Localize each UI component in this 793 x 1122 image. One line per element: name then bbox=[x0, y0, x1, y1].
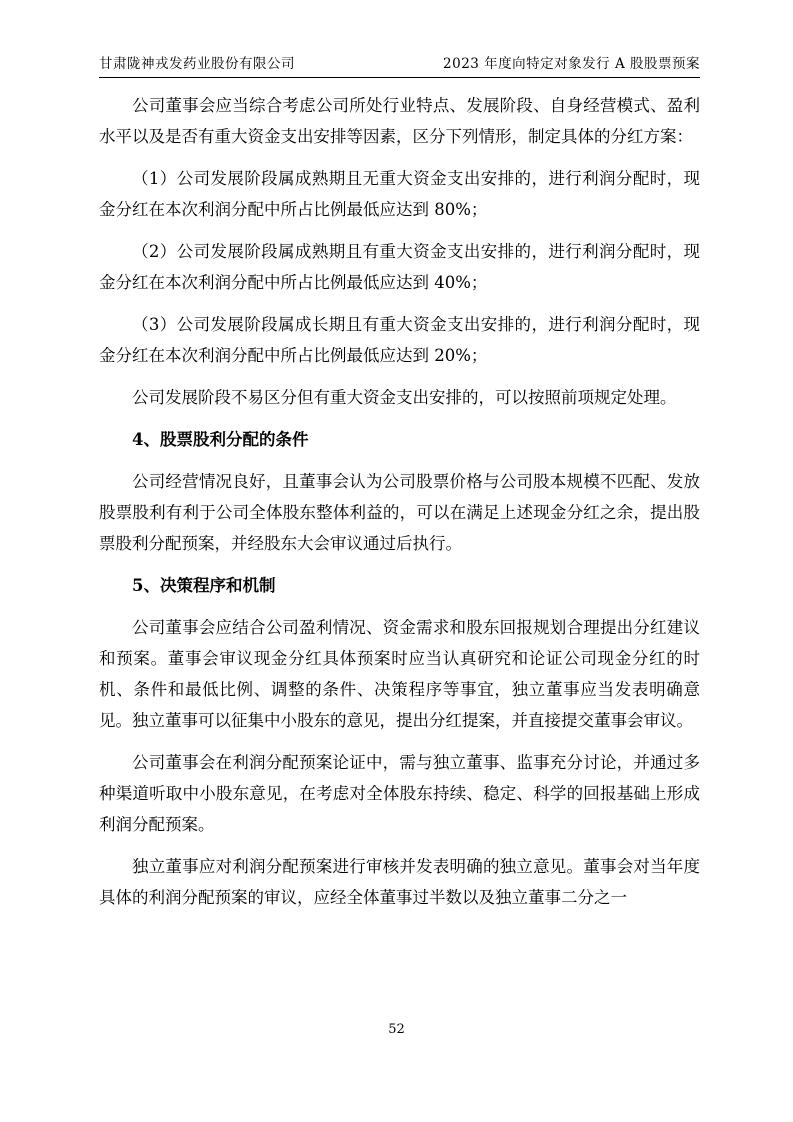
header-company-name: 甘肃陇神戎发药业股份有限公司 bbox=[99, 56, 295, 72]
body-paragraph-board-proposal: 公司董事会应结合公司盈利情况、资金需求和股东回报规划合理提出分红建议和预案。董事会审议现金分红具体预案时应当认真研究和论证公司现金分红的时机、条件和最低比例、调整的条件、决策程序等事宜，独立董事应当发表明确意见。独立董事可以征集中小股东的意见，提出分红提案，并直接提交董事会审议。 bbox=[99, 618, 700, 730]
document-body bbox=[99, 90, 700, 924]
body-paragraph-dividend-plan-intro: 公司董事会应当综合考虑公司所处行业特点、发展阶段、自身经营模式、盈利水平以及是否有重大资金支出安排等因素，区分下列情形，制定具体的分红方案： bbox=[99, 96, 700, 146]
body-paragraph-list-item-1: （1）公司发展阶段属成熟期且无重大资金支出安排的，进行利润分配时，现金分红在本次利润分配中所占比例最低应达到 80%； bbox=[99, 169, 700, 219]
page-number: 52 bbox=[388, 1022, 405, 1037]
page-header bbox=[99, 52, 700, 78]
body-paragraph-board-discussion: 公司董事会在利润分配预案论证中，需与独立董事、监事充分讨论，并通过多种渠道听取中小股东意见，在考虑对全体股东持续、稳定、科学的回报基础上形成利润分配预案。 bbox=[99, 753, 700, 834]
body-paragraph-list-item-3: （3）公司发展阶段属成长期且有重大资金支出安排的，进行利润分配时，现金分红在本次利润分配中所占比例最低应达到 20%； bbox=[99, 315, 700, 365]
body-paragraph-independent-director-review: 独立董事应对利润分配预案进行审核并发表明确的独立意见。董事会对当年度具体的利润分配预案的审议，应经全体董事过半数以及独立董事二分之一 bbox=[99, 857, 700, 907]
section-heading-5-decision-procedure: 5、决策程序和机制 bbox=[132, 576, 276, 595]
body-paragraph-stock-dividend-conditions: 公司经营情况良好，且董事会认为公司股票价格与公司股本规模不匹配、发放股票股利有利于公司全体股东整体利益的，可以在满足上述现金分红之余，提出股票股利分配预案，并经股东大会审议通过后执行。 bbox=[99, 472, 700, 553]
section-heading-4-stock-dividend-conditions: 4、股票股利分配的条件 bbox=[132, 430, 309, 449]
header-document-title: 2023 年度向特定对象发行 A 股股票预案 bbox=[443, 56, 700, 72]
body-paragraph-list-item-2: （2）公司发展阶段属成熟期且有重大资金支出安排的，进行利润分配时，现金分红在本次利润分配中所占比例最低应达到 40%； bbox=[99, 242, 700, 292]
page-footer bbox=[0, 1022, 793, 1037]
body-paragraph-stage-unclear: 公司发展阶段不易区分但有重大资金支出安排的，可以按照前项规定处理。 bbox=[132, 388, 677, 407]
